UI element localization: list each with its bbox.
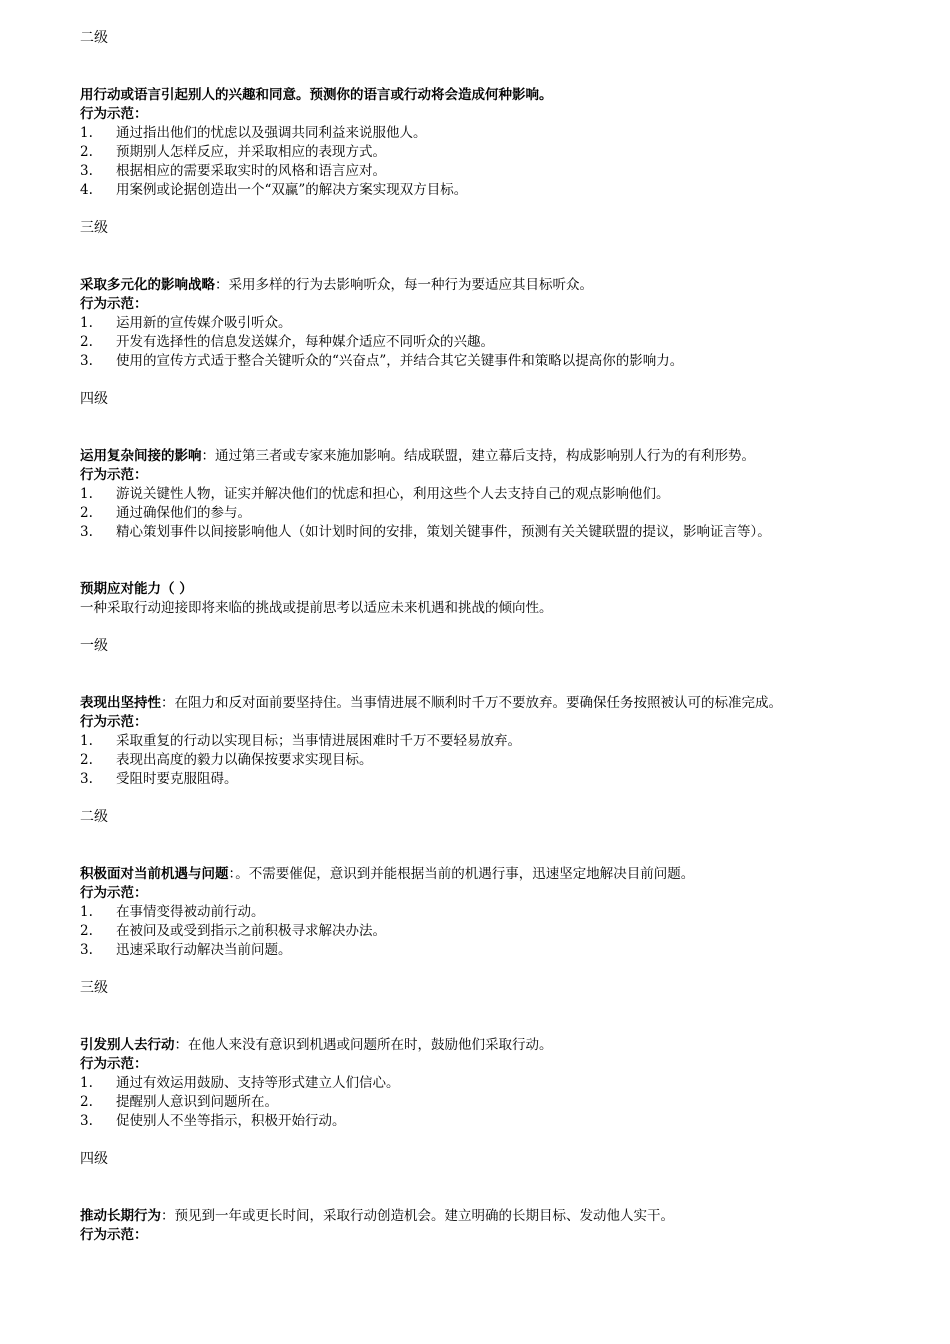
item-text: 用案例或论据创造出一个“双赢”的解决方案实现双方目标。 xyxy=(116,182,468,198)
item-text: 运用新的宣传媒介吸引听众。 xyxy=(116,315,292,331)
level-desc: ：在他人来没有意识到机遇或问题所在时，鼓励他们采取行动。 xyxy=(174,1037,553,1053)
demo-label: 行为示范： xyxy=(80,885,148,901)
item-number: 1. xyxy=(80,125,93,141)
list-item xyxy=(80,922,870,941)
level-heading: 二级 xyxy=(80,809,108,825)
demo-label: 行为示范： xyxy=(80,467,148,483)
list-item xyxy=(80,504,870,523)
demo-list xyxy=(80,903,870,960)
list-item xyxy=(80,732,870,751)
level-description xyxy=(80,276,870,295)
list-item xyxy=(80,1093,870,1112)
item-number: 1. xyxy=(80,733,93,749)
item-text: 采取重复的行动以实现目标；当事情进展困难时千万不要轻易放弃。 xyxy=(116,733,521,749)
item-number: 4. xyxy=(80,182,93,198)
list-item xyxy=(80,162,870,181)
demo-list xyxy=(80,1074,870,1131)
item-number: 2. xyxy=(80,505,93,521)
item-number: 3. xyxy=(80,524,93,540)
item-text: 通过确保他们的参与。 xyxy=(116,505,251,521)
level-desc: ：采用多样的行为去影响听众，每一种行为要适应其目标听众。 xyxy=(215,277,593,293)
item-text: 通过有效运用鼓励、支持等形式建立人们信心。 xyxy=(116,1075,400,1091)
level-heading: 二级 xyxy=(80,30,108,46)
item-text: 根据相应的需要采取实时的风格和语言应对。 xyxy=(116,163,386,179)
item-text: 提醒别人意识到问题所在。 xyxy=(116,1094,278,1110)
item-text: 预期别人怎样反应，并采取相应的表现方式。 xyxy=(116,144,386,160)
item-text: 在被问及或受到指示之前积极寻求解决办法。 xyxy=(116,923,386,939)
list-item xyxy=(80,770,870,789)
item-number: 1. xyxy=(80,486,93,502)
competency-section xyxy=(80,580,870,618)
item-number: 2. xyxy=(80,1094,93,1110)
section-title: 预期应对能力（ ） xyxy=(80,581,193,597)
item-text: 精心策划事件以间接影响他人（如计划时间的安排，策划关键事件，预测有关关键联盟的提议，影响证言等）。 xyxy=(116,524,771,540)
list-item xyxy=(80,1112,870,1131)
level-head: 引发别人去行动 xyxy=(80,1037,175,1053)
level-heading: 三级 xyxy=(80,220,108,236)
list-item xyxy=(80,181,870,200)
level-head: 表现出坚持性 xyxy=(80,695,161,711)
demo-label: 行为示范： xyxy=(80,714,148,730)
item-text: 在事情变得被动前行动。 xyxy=(116,904,265,920)
item-text: 开发有选择性的信息发送媒介，每种媒介适应不同听众的兴趣。 xyxy=(116,334,494,350)
level-heading: 四级 xyxy=(80,1151,108,1167)
list-item xyxy=(80,523,870,542)
item-number: 2. xyxy=(80,752,93,768)
level-desc: ：。不需要催促，意识到并能根据当前的机遇行事，迅速坚定地解决目前问题。 xyxy=(228,866,695,882)
item-number: 2. xyxy=(80,144,93,160)
item-number: 3. xyxy=(80,163,93,179)
list-item xyxy=(80,751,870,770)
item-number: 3. xyxy=(80,1113,93,1129)
item-text: 迅速采取行动解决当前问题。 xyxy=(116,942,292,958)
level-head: 积极面对当前机遇与问题 xyxy=(80,866,229,882)
document-page xyxy=(80,29,870,1245)
level-heading: 一级 xyxy=(80,638,108,654)
list-item xyxy=(80,485,870,504)
level-description xyxy=(80,1207,870,1226)
demo-label: 行为示范： xyxy=(80,296,148,312)
item-text: 受阻时要克服阻碍。 xyxy=(116,771,238,787)
item-number: 3. xyxy=(80,353,93,369)
list-item xyxy=(80,314,870,333)
level-head: 用行动或语言引起别人的兴趣和同意。预测你的语言或行动将会造成何种影响。 xyxy=(80,87,553,103)
level-heading: 三级 xyxy=(80,980,108,996)
list-item xyxy=(80,1074,870,1093)
list-item xyxy=(80,124,870,143)
item-number: 2. xyxy=(80,334,93,350)
level-description xyxy=(80,1036,870,1055)
level-description xyxy=(80,694,870,713)
level-head: 运用复杂间接的影响 xyxy=(80,448,202,464)
demo-label: 行为示范： xyxy=(80,1227,148,1243)
level-block xyxy=(80,637,870,789)
level-block xyxy=(80,219,870,371)
level-head: 采取多元化的影响战略 xyxy=(80,277,215,293)
item-number: 1. xyxy=(80,1075,93,1091)
level-heading: 四级 xyxy=(80,391,108,407)
list-item xyxy=(80,941,870,960)
demo-list xyxy=(80,732,870,789)
item-number: 1. xyxy=(80,904,93,920)
level-block xyxy=(80,979,870,1131)
demo-list xyxy=(80,124,870,200)
list-item xyxy=(80,333,870,352)
demo-list xyxy=(80,485,870,542)
demo-list xyxy=(80,314,870,371)
item-text: 游说关键性人物，证实并解决他们的忧虑和担心，利用这些个人去支持自己的观点影响他们。 xyxy=(116,486,670,502)
item-text: 促使别人不坐等指示，积极开始行动。 xyxy=(116,1113,346,1129)
level-head: 推动长期行为 xyxy=(80,1208,161,1224)
demo-label: 行为示范： xyxy=(80,106,148,122)
item-text: 通过指出他们的忧虑以及强调共同利益来说服他人。 xyxy=(116,125,427,141)
section-description: 一种采取行动迎接即将来临的挑战或提前思考以适应未来机遇和挑战的倾向性。 xyxy=(80,600,553,616)
demo-label: 行为示范： xyxy=(80,1056,148,1072)
level-desc: ：预见到一年或更长时间，采取行动创造机会。建立明确的长期目标、发动他人实干。 xyxy=(161,1208,674,1224)
level-block xyxy=(80,390,870,542)
item-number: 3. xyxy=(80,771,93,787)
item-text: 表现出高度的毅力以确保按要求实现目标。 xyxy=(116,752,373,768)
list-item xyxy=(80,903,870,922)
item-text: 使用的宣传方式适于整合关键听众的“兴奋点”，并结合其它关键事件和策略以提高你的影响力。 xyxy=(116,353,684,369)
level-description xyxy=(80,86,870,105)
level-block xyxy=(80,29,870,200)
level-description xyxy=(80,447,870,466)
list-item xyxy=(80,143,870,162)
list-item xyxy=(80,352,870,371)
level-desc: ：通过第三者或专家来施加影响。结成联盟，建立幕后支持，构成影响别人行为的有利形势。 xyxy=(201,448,755,464)
item-number: 1. xyxy=(80,315,93,331)
level-block xyxy=(80,808,870,960)
item-number: 3. xyxy=(80,942,93,958)
level-description xyxy=(80,865,870,884)
item-number: 2. xyxy=(80,923,93,939)
level-desc: ：在阻力和反对面前要坚持住。当事情进展不顺利时千万不要放弃。要确保任务按照被认可的标准完成。 xyxy=(161,695,782,711)
level-block xyxy=(80,1150,870,1245)
